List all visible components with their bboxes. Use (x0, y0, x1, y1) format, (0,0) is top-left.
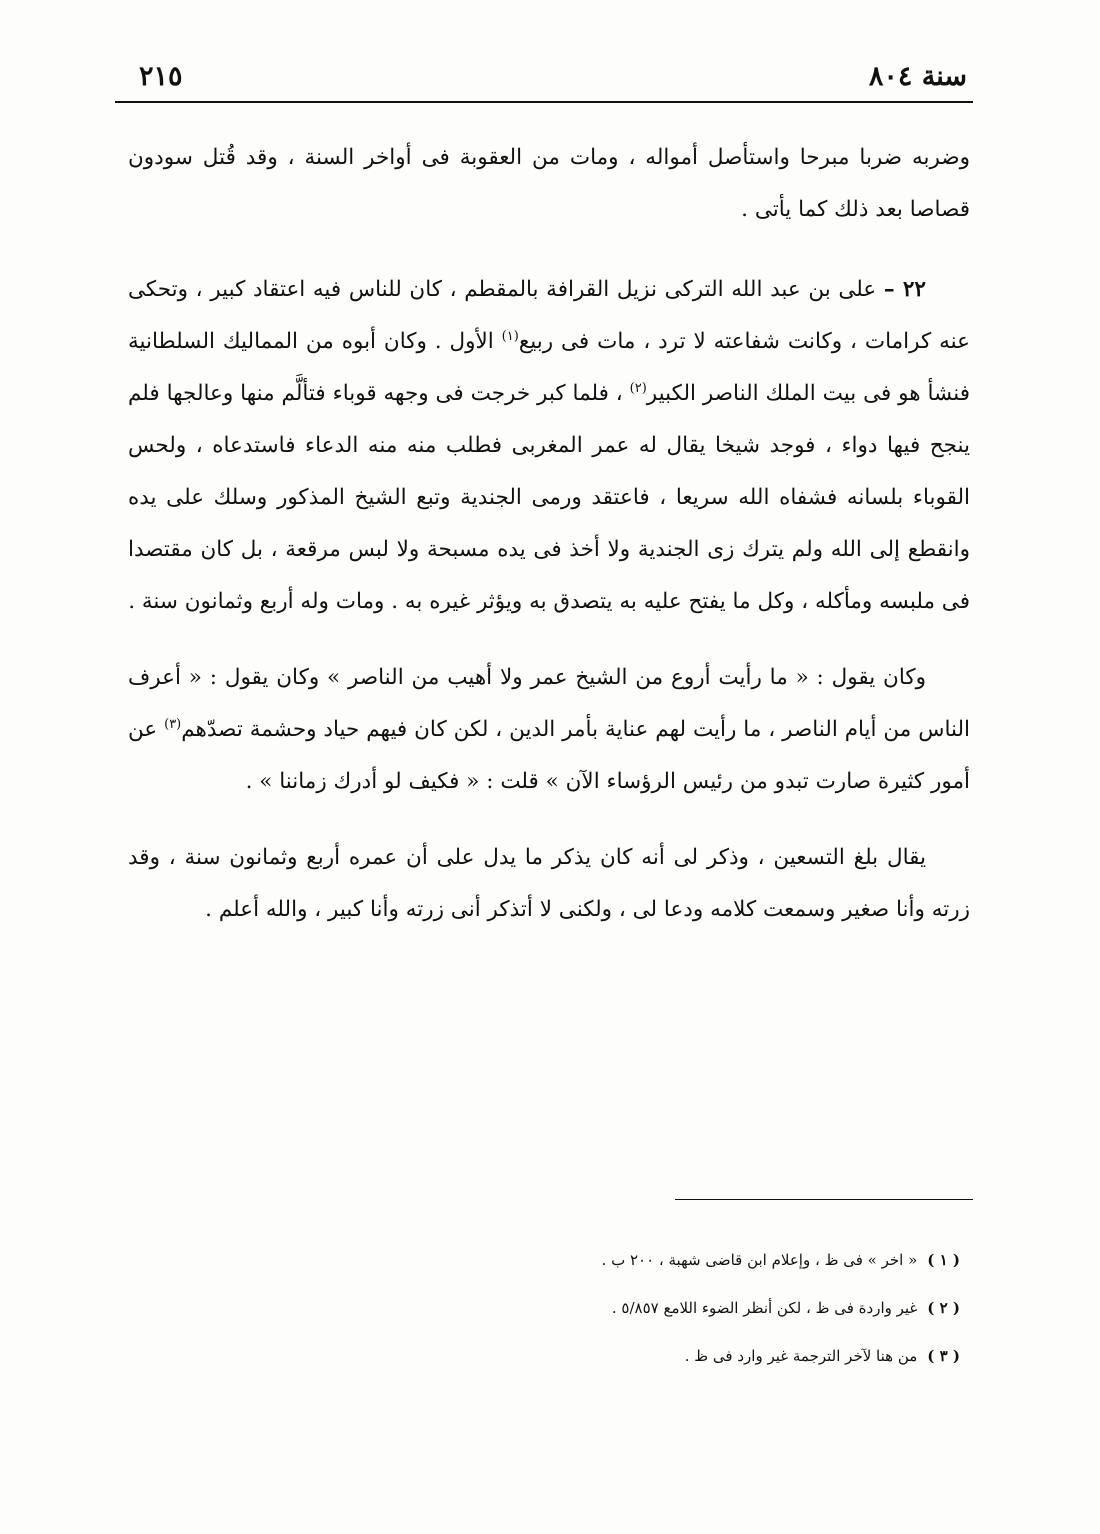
footnote-number: ( ١ ) (927, 1251, 960, 1269)
main-text (128, 132, 970, 936)
footnote-2 (480, 1284, 960, 1332)
footnote-ref-3: (٣) (164, 716, 182, 732)
quotes-text-1: وكان يقول : « ما رأيت أروع من الشيخ عمر ولا أهيب من الناصر » وكان يقول : « أعرف الناس من أيام الناصر ، ما رأيت لهم عناية بأمر الدين ، لكن كان فيهم حياد وحشمة تصدّهم (128, 665, 971, 742)
footnote-rule (675, 1199, 973, 1200)
footnote-text: غير واردة فى ظ ، لكن أنظر الضوء اللامع ٥/٨٥٧ . (611, 1299, 918, 1317)
paragraph-quotes (128, 652, 970, 808)
page-number: ٢١٥ (139, 61, 183, 92)
quotes-text-2: عن أمور كثيرة صارت تبدو من رئيس الرؤساء الآن » قلت : « فكيف لو أدرك زماننا » . (128, 717, 970, 794)
footnote-1 (480, 1236, 960, 1284)
footnote-text: « اخر » فى ظ ، وإعلام ابن قاضى شهبة ، ٢٠٠ ب . (601, 1251, 918, 1269)
entry-22-text-3: ، فلما كبر خرجت فى وجهه قوباء فتألَّم منها وعالجها فلم ينجح فيها دواء ، فوجد شيخا يقال له عمر المغربى فطلب منه منه الدعاء فاستدعاه ، ولحس القوباء بلسانه فشفاه الله سريعا ، فاعتقد ورمى الجندية وتبع الشيخ المذكور وسلك على يده وانقطع إلى الله ولم يترك زى الجندية ولا أخذ فى يده مسبحة ولا لبس مرقعة ، بل كان مقتصدا فى ملبسه ومأكله ، وكل ما يفتح عليه به يتصدق به ويؤثر غيره به . ومات وله أربع وثمانون سنة . (128, 381, 970, 614)
header-year: سنة ٨٠٤ (868, 61, 967, 92)
footnote-text: من هنا لآخر الترجمة غير وارد فى ظ . (684, 1347, 918, 1365)
footnotes (480, 1236, 960, 1380)
entry-22 (128, 264, 970, 628)
paragraph-continuation: وضربه ضربا مبرحا واستأصل أمواله ، ومات من العقوبة فى أواخر السنة ، وقد قُتل سودون قصاصا بعد ذلك كما يأتى . (128, 145, 970, 222)
header-rule (115, 101, 973, 103)
entry-number: ٢٢ – (883, 277, 926, 302)
footnote-number: ( ٢ ) (927, 1299, 960, 1317)
entry-22-text-2: الأول . وكان أبوه من المماليك السلطانية فنشأ هو فى بيت الملك الناصر الكبير (128, 329, 971, 406)
paragraph-age: يقال بلغ التسعين ، وذكر لى أنه كان يذكر ما يدل على أن عمره أربع وثمانون سنة ، وقد زرته وأنا صغير وسمعت كلامه ودعا لى ، ولكنى لا أتذكر أنى زرته وأنا كبير ، والله أعلم . (128, 845, 970, 922)
entry-22-text-1: على بن عبد الله التركى نزيل القرافة بالمقطم ، كان للناس فيه اعتقاد كبير ، وتحكى عنه كرامات ، وكانت شفاعته لا ترد ، مات فى ربيع (128, 277, 970, 354)
running-header (115, 55, 973, 103)
footnote-ref-2: (٢) (629, 380, 647, 396)
footnote-ref-1: (١) (501, 328, 519, 344)
footnote-number: ( ٣ ) (927, 1347, 960, 1365)
footnote-3 (480, 1332, 960, 1380)
